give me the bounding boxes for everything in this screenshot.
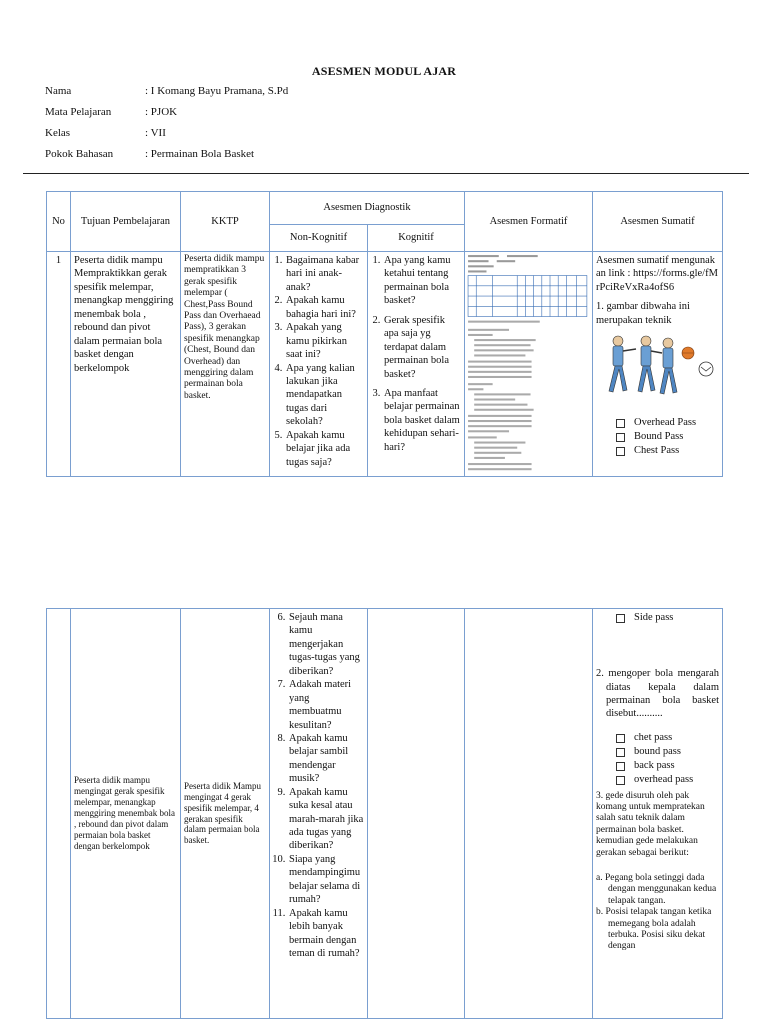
checkbox-icon bbox=[616, 433, 625, 442]
question-item: 6. Sejauh mana kamu mengerjakan tugas-tugas yang diberikan? bbox=[288, 611, 364, 678]
cell-non-kognitif bbox=[270, 609, 368, 1019]
option-bound-pass[interactable] bbox=[616, 745, 719, 759]
header-kognitif: Kognitif bbox=[368, 225, 465, 252]
checkbox-icon bbox=[616, 748, 625, 757]
meta-row-pokok bbox=[45, 148, 288, 169]
question-item: 3. Apakah yang kamu pikirkan saat ini? bbox=[285, 321, 364, 361]
meta-label: Nama bbox=[45, 85, 72, 97]
option-label: Bound Pass bbox=[634, 430, 684, 442]
question-item: 1. Bagaimana kabar hari ini anak-anak? bbox=[285, 254, 364, 294]
sumatif-question-2: 2. mengoper bola mengarah diatas kepala dalam permainan bola basket disebut.......... bbox=[596, 668, 719, 720]
sumatif-question-1: 1. gambar dibwaha ini merupakan teknik bbox=[596, 301, 690, 326]
meta-value: : PJOK bbox=[145, 106, 178, 118]
formatif-document-thumbnail bbox=[466, 253, 591, 471]
meta-label: Kelas bbox=[45, 127, 71, 139]
checkbox-icon bbox=[616, 734, 625, 743]
question-item: 3. Apa manfaat belajar permainan bola basket dalam kehidupan sehari-hari? bbox=[383, 387, 461, 454]
cell-non-kognitif bbox=[270, 252, 368, 477]
sumatif-q3-item-b: b. Posisi telapak tangan ketika memegang bola adalah terbuka. Posisi siku dekat dengan bbox=[596, 907, 712, 952]
header-tujuan: Tujuan Pembelajaran bbox=[71, 192, 181, 252]
basketball-pass-figure bbox=[596, 331, 716, 401]
document-title: ASESMEN MODUL AJAR bbox=[311, 64, 457, 78]
cell-sumatif bbox=[593, 609, 723, 1019]
cell-kktp: Peserta didik Mampu mengingat 4 gerak spesifik melempar, 4 gerakan spesifik dalam permaian bola basket. bbox=[181, 609, 270, 1019]
question-item: 10. Siapa yang mendampingimu belajar selama di rumah? bbox=[288, 853, 364, 907]
question-item: 9. Apakah kamu suka kesal atau marah-marah jika ada tugas yang diberikan? bbox=[288, 786, 364, 853]
meta-value: : Permainan Bola Basket bbox=[145, 148, 255, 160]
option-side-pass[interactable] bbox=[616, 611, 719, 625]
sumatif-q3-item-a: a. Pegang bola setinggi dada dengan menggunakan kedua telapak tangan. bbox=[596, 872, 717, 906]
option-chest-pass[interactable] bbox=[616, 444, 719, 458]
option-label: bound pass bbox=[634, 746, 681, 758]
sumatif-intro: Asesmen sumatif mengunakan link : https://forms.gle/fMrPciReVxRa4ofS6 bbox=[596, 255, 718, 293]
cell-kognitif bbox=[368, 252, 465, 477]
meta-row-mapel bbox=[45, 106, 288, 127]
checkbox-icon bbox=[616, 614, 625, 623]
question-item: 7. Adakah materi yang membuatmu kesulitan? bbox=[288, 678, 364, 732]
question-item: 4. Apa yang kalian lakukan jika mendapatkan tugas dari sekolah? bbox=[285, 362, 364, 429]
option-label: back pass bbox=[634, 760, 675, 772]
cell-tujuan: Peserta didik mampu Mempraktikkan gerak spesifik melempar, menangkap menggiring menembak bola , rebound dan pivot dalam permaian bola basket dengan berkelompok bbox=[71, 252, 181, 477]
option-overhead-pass[interactable] bbox=[616, 773, 719, 787]
meta-label: Pokok Bahasan bbox=[45, 148, 114, 160]
question-item: 11. Apakah kamu lebih banyak bermain dengan teman di rumah? bbox=[288, 907, 364, 961]
sumatif-question-3: 3. gede disuruh oleh pak komang untuk mempratekan salah satu teknik dalam permainan bola basket. kemudian gede melakukan gerakan sebagai berikut: bbox=[596, 790, 705, 858]
option-label: Chest Pass bbox=[634, 444, 680, 456]
row-number-empty bbox=[47, 609, 71, 1019]
formatif-thumbnail-image bbox=[466, 253, 591, 476]
meta-row-nama bbox=[45, 85, 288, 106]
checkbox-icon bbox=[616, 447, 625, 456]
option-label: Overhead Pass bbox=[634, 416, 697, 428]
header-sumatif: Asesmen Sumatif bbox=[593, 192, 723, 252]
cell-tujuan: Peserta didik mampu mengingat gerak spesifik melempar, menangkap menggiring menembak bola , rebound dan pivot dalam permaian bola basket dengan berkelompok bbox=[71, 609, 181, 1019]
question-item: 1. Apa yang kamu ketahui tentang permainan bola basket? bbox=[383, 254, 461, 308]
question-item: 5. Apakah kamu belajar jika ada tugas saja? bbox=[285, 429, 364, 469]
cell-kognitif-empty bbox=[368, 609, 465, 1019]
option-bound-pass[interactable] bbox=[616, 430, 719, 444]
meta-value: : VII bbox=[145, 127, 166, 139]
header-kktp: KKTP bbox=[181, 192, 270, 252]
assessment-table bbox=[46, 191, 723, 477]
checkbox-icon bbox=[616, 762, 625, 771]
header-no: No bbox=[47, 192, 71, 252]
cell-kktp: Peserta didik mampu mempratikkan 3 gerak spesifik melempar ( Chest,Pass Bound Pass dan Overhaead Pass), 3 gerakan spesifik menangkap (Chest, Bound dan Overhead) dan menggiring dalam permainan bola basket. bbox=[181, 252, 270, 477]
option-label: chet pass bbox=[634, 731, 673, 743]
option-label: Side pass bbox=[634, 612, 674, 623]
cell-formatif-empty bbox=[465, 609, 593, 1019]
header-divider bbox=[23, 173, 749, 174]
checkbox-icon bbox=[616, 776, 625, 785]
option-chet-pass[interactable] bbox=[616, 731, 719, 745]
meta-row-kelas bbox=[45, 127, 288, 148]
question-item: 2. Gerak spesifik apa saja yg terdapat dalam permainan bola basket? bbox=[383, 314, 461, 381]
option-back-pass[interactable] bbox=[616, 759, 719, 773]
meta-label: Mata Pelajaran bbox=[45, 106, 112, 118]
checkbox-icon bbox=[616, 419, 625, 428]
document-meta bbox=[45, 85, 288, 169]
meta-value: : I Komang Bayu Pramana, S.Pd bbox=[145, 85, 289, 97]
header-diagnostik: Asesmen Diagnostik bbox=[270, 192, 465, 225]
row-number: 1 bbox=[47, 252, 71, 477]
option-overhead-pass[interactable] bbox=[616, 416, 719, 430]
cell-formatif bbox=[465, 252, 593, 477]
question-item: 8. Apakah kamu belajar sambil mendengar musik? bbox=[288, 732, 364, 786]
question-item: 2. Apakah kamu bahagia hari ini? bbox=[285, 294, 364, 321]
cell-sumatif bbox=[593, 252, 723, 477]
header-non-kognitif: Non-Kognitif bbox=[270, 225, 368, 252]
option-label: overhead pass bbox=[634, 774, 694, 786]
header-formatif: Asesmen Formatif bbox=[465, 192, 593, 252]
assessment-table-continued bbox=[46, 608, 723, 1019]
